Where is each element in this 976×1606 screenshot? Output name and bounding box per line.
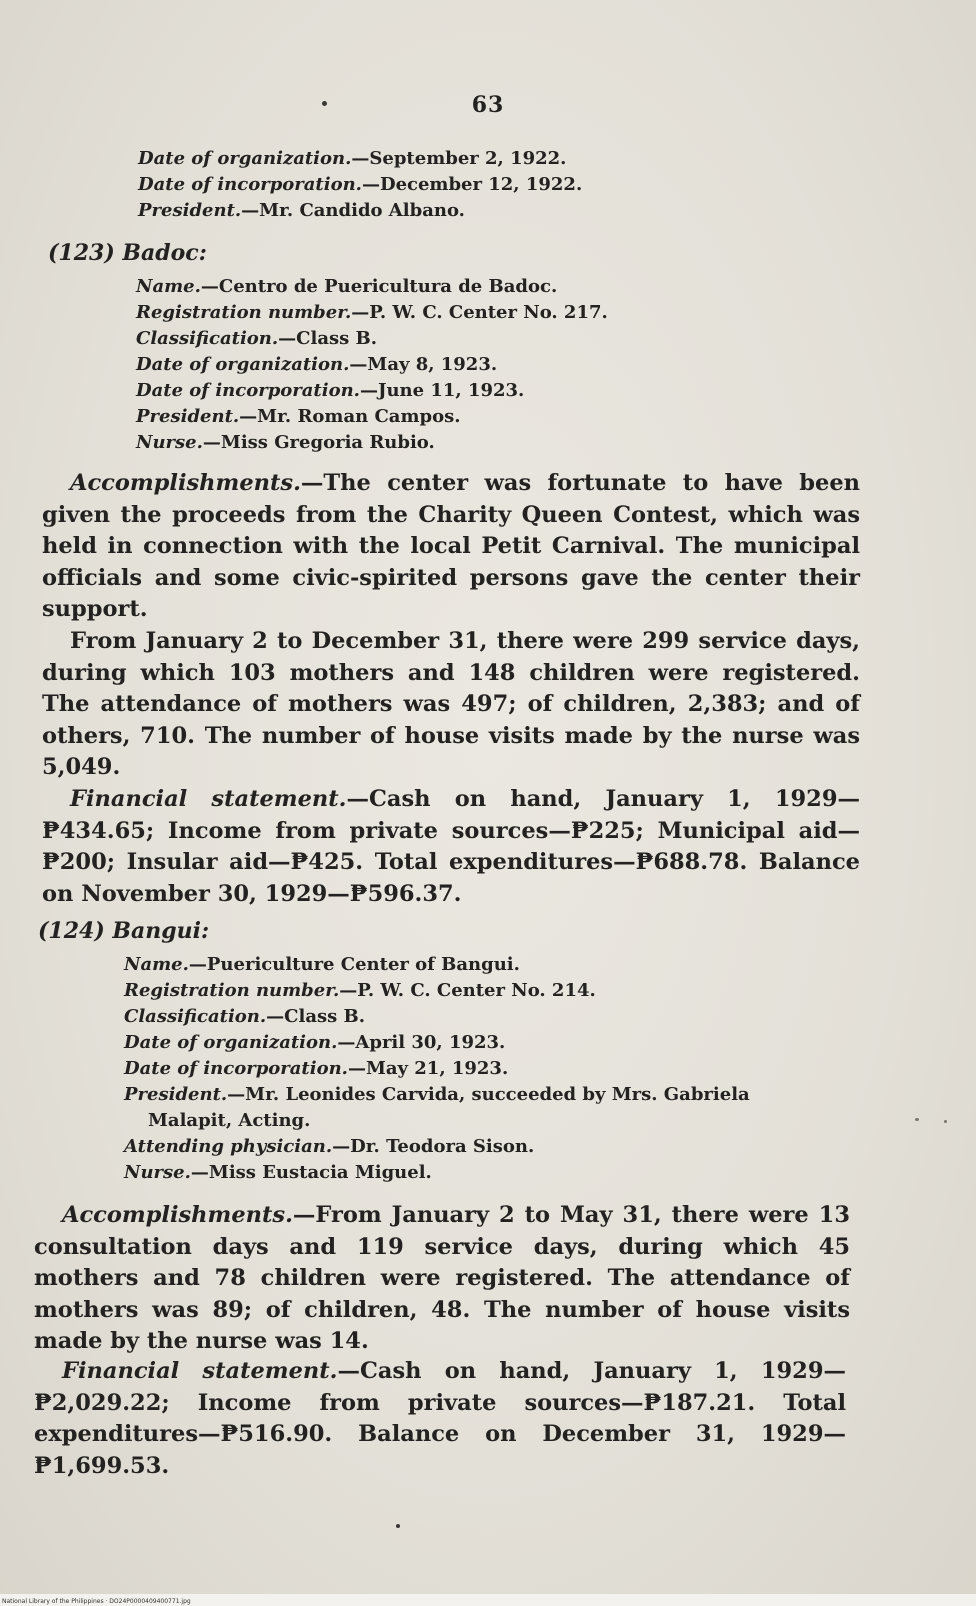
entry-field bbox=[136, 274, 856, 300]
field-label: Date of organization. bbox=[124, 1032, 338, 1053]
entry-field bbox=[136, 430, 856, 456]
entry-field bbox=[124, 952, 864, 978]
badoc-fields bbox=[136, 274, 856, 456]
field-label: Date of incorporation. bbox=[138, 174, 362, 195]
field-label: Nurse. bbox=[136, 432, 203, 453]
field-label: Name. bbox=[136, 276, 201, 297]
para-text: —From January 2 to May 31, there were 13 consultation days and 119 service days, during which 45 mothers and 78 children were registered. The attendance of mothers was 89; of children, 48. The number of house visits made by the nurse was 14. bbox=[34, 1202, 850, 1354]
entry-field bbox=[136, 300, 856, 326]
badoc-accomplishments bbox=[42, 468, 860, 626]
badoc-financial-statement bbox=[42, 784, 860, 910]
para-text: —The center was fortunate to have been given the proceeds from the Charity Queen Contest, which was held in connection with the local Petit Carnival. The municipal officials and some civic-spirited persons gave the center their support. bbox=[42, 470, 860, 622]
field-value: —Mr. Leonides Carvida, succeeded by Mrs. Gabriela bbox=[227, 1084, 750, 1105]
field-label: Date of organization. bbox=[136, 354, 350, 375]
badoc-statistics: From January 2 to December 31, there were 299 service days, during which 103 mothers and 148 children were registered. The attendance of mothers was 497; of children, 2,383; and of others, 710. The number of house visits made by the nurse was 5,049. bbox=[42, 628, 860, 780]
field-value: —P. W. C. Center No. 214. bbox=[339, 980, 596, 1001]
para-label: Accomplishments. bbox=[62, 1202, 293, 1228]
field-value: —Puericulture Center of Bangui. bbox=[188, 954, 520, 975]
field-value: —Class B. bbox=[266, 1006, 365, 1027]
para-text: —Cash on hand, January 1, 1929—₱2,029.22; Income from private sources—₱187.21. Total expenditures—₱516.90. Balance on December 31, 1929—₱1,699.53. bbox=[34, 1358, 846, 1479]
field-label: President. bbox=[136, 406, 240, 427]
field-value: —December 12, 1922. bbox=[361, 174, 583, 195]
field-label: Registration number. bbox=[136, 302, 352, 323]
field-label: Name. bbox=[124, 954, 189, 975]
field-value: —Dr. Teodora Sison. bbox=[332, 1136, 535, 1157]
entry-field bbox=[124, 1082, 864, 1108]
entry-field-continuation bbox=[124, 1108, 864, 1134]
entry-field bbox=[136, 404, 856, 430]
page-number: 63 bbox=[471, 92, 505, 118]
entry-field bbox=[136, 352, 856, 378]
field-value: —June 11, 1923. bbox=[359, 380, 525, 401]
bangui-accomplishments bbox=[34, 1200, 850, 1358]
field-label: President. bbox=[124, 1084, 228, 1105]
field-value: —Mr. Candido Albano. bbox=[241, 200, 465, 221]
field-label: Date of incorporation. bbox=[136, 380, 360, 401]
field-value: Malapit, Acting. bbox=[148, 1110, 311, 1131]
field-value: —Miss Gregoria Rubio. bbox=[202, 432, 435, 453]
entry-field bbox=[136, 378, 856, 404]
entry-field bbox=[124, 1134, 864, 1160]
field-label: Registration number. bbox=[124, 980, 340, 1001]
page-speck bbox=[915, 1118, 919, 1121]
page-speck bbox=[396, 1524, 400, 1528]
entry-field bbox=[138, 146, 838, 172]
section-heading-bangui: (124) Bangui: bbox=[38, 918, 210, 944]
entry-field bbox=[124, 1030, 864, 1056]
field-label: Date of incorporation. bbox=[124, 1058, 348, 1079]
entry-field bbox=[136, 326, 856, 352]
field-value: —May 8, 1923. bbox=[349, 354, 498, 375]
page-speck bbox=[944, 1120, 947, 1123]
section-heading-badoc: (123) Badoc: bbox=[48, 240, 207, 266]
field-value: —Class B. bbox=[278, 328, 377, 349]
entry-field bbox=[138, 198, 838, 224]
field-label: Classification. bbox=[124, 1006, 267, 1027]
field-value: —Miss Eustacia Miguel. bbox=[190, 1162, 432, 1183]
field-label: Nurse. bbox=[124, 1162, 191, 1183]
top-entry bbox=[138, 146, 838, 224]
field-value: —Centro de Puericultura de Badoc. bbox=[200, 276, 558, 297]
footer-strip bbox=[0, 1594, 976, 1606]
field-value: —September 2, 1922. bbox=[351, 148, 567, 169]
field-label: Classification. bbox=[136, 328, 279, 349]
entry-field bbox=[124, 1056, 864, 1082]
field-value: —Mr. Roman Campos. bbox=[239, 406, 461, 427]
entry-field bbox=[124, 978, 864, 1004]
para-text: —Cash on hand, January 1, 1929—₱434.65; Income from private sources—₱225; Municipal aid—₱200; Insular aid—₱425. Total expenditures—₱688.78. Balance on November 30, 1929—₱596.37. bbox=[42, 786, 860, 907]
entry-field bbox=[124, 1004, 864, 1030]
entry-field bbox=[124, 1160, 864, 1186]
field-label: Date of organization. bbox=[138, 148, 352, 169]
field-value: —P. W. C. Center No. 217. bbox=[351, 302, 608, 323]
para-label: Financial statement. bbox=[70, 786, 347, 812]
field-value: —May 21, 1923. bbox=[347, 1058, 509, 1079]
footer-text: National Library of the Philippines · DO24P0000409400771.jpg bbox=[2, 1598, 191, 1605]
para-label: Financial statement. bbox=[62, 1358, 338, 1384]
field-value: —April 30, 1923. bbox=[337, 1032, 506, 1053]
entry-field bbox=[138, 172, 838, 198]
bangui-financial-statement bbox=[34, 1356, 846, 1482]
para-label: Accomplishments. bbox=[70, 470, 301, 496]
field-label: Attending physician. bbox=[124, 1136, 333, 1157]
bangui-fields bbox=[124, 952, 864, 1186]
field-label: President. bbox=[138, 200, 242, 221]
